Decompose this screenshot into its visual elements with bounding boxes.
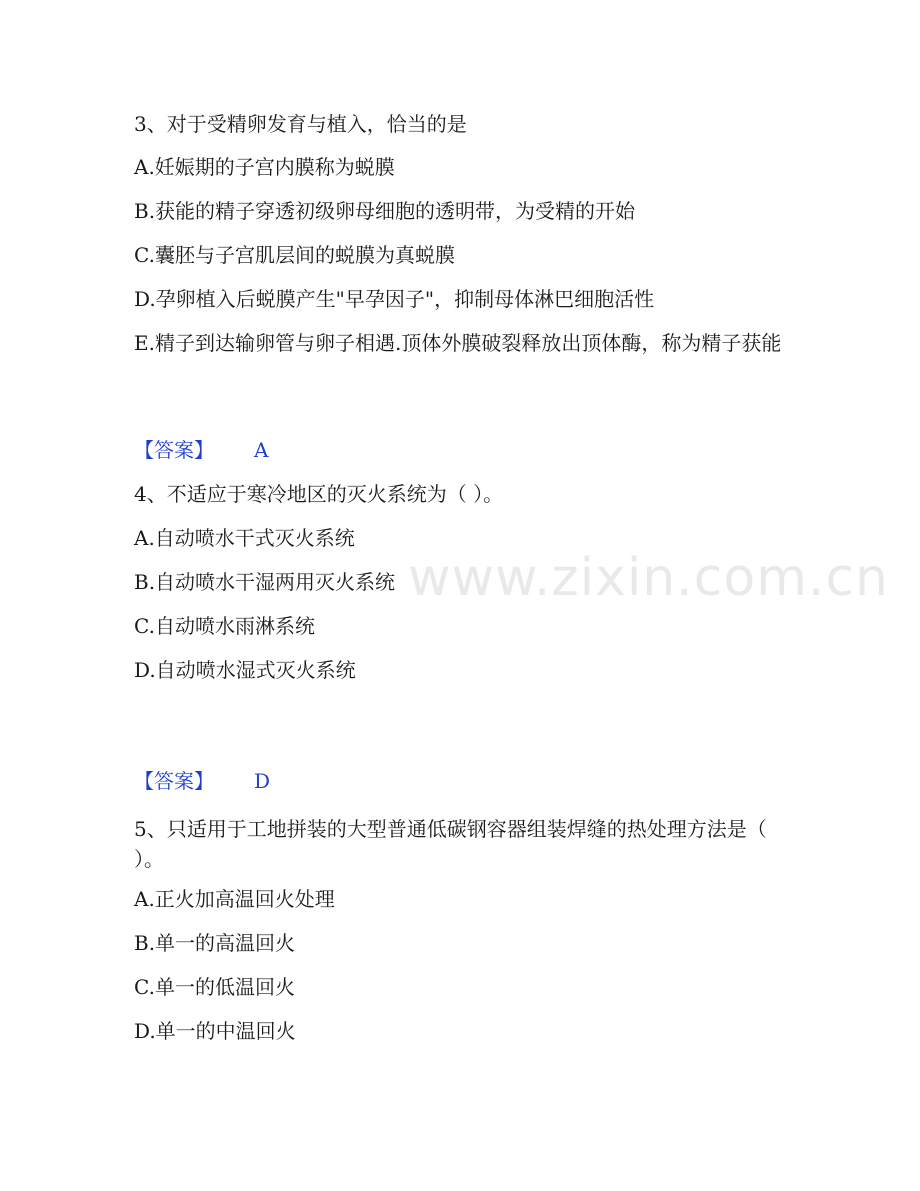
answer-label: 【答案】 <box>134 769 214 793</box>
question-4-option-c: C.自动喷水雨淋系统 <box>134 614 315 638</box>
question-3-option-a: A.妊娠期的子宫内膜称为蜕膜 <box>134 155 395 179</box>
answer-value: D <box>254 769 271 793</box>
question-5-option-c: C.单一的低温回火 <box>134 975 295 999</box>
question-4-option-a: A.自动喷水干式灭火系统 <box>134 526 355 550</box>
question-4-option-b: B.自动喷水干湿两用灭火系统 <box>134 570 396 594</box>
question-3-text: 3、对于受精卵发育与植入，恰当的是 <box>134 112 467 136</box>
answer-value: A <box>254 438 269 462</box>
question-4-text: 4、不适应于寒冷地区的灭火系统为（ ）。 <box>134 482 504 506</box>
question-3-answer <box>134 438 268 462</box>
watermark-text: www.zixin.com.cn <box>408 548 889 608</box>
question-3-option-e: E.精子到达输卵管与卵子相遇.顶体外膜破裂释放出顶体酶，称为精子获能 <box>134 331 782 355</box>
question-5-option-d: D.单一的中温回火 <box>134 1019 296 1043</box>
question-3-option-b: B.获能的精子穿透初级卵母细胞的透明带，为受精的开始 <box>134 199 636 223</box>
question-4-answer <box>134 769 270 793</box>
question-3-option-c: C.囊胚与子宫肌层间的蜕膜为真蜕膜 <box>134 243 455 267</box>
question-5-text: 5、只适用于工地拼装的大型普通低碳钢容器组装焊缝的热处理方法是（ ）。 <box>134 817 767 871</box>
answer-label: 【答案】 <box>134 438 214 462</box>
question-3-option-d: D.孕卵植入后蜕膜产生"早孕因子"，抑制母体淋巴细胞活性 <box>134 287 655 311</box>
question-4-option-d: D.自动喷水湿式灭火系统 <box>134 658 356 682</box>
question-5-option-b: B.单一的高温回火 <box>134 931 296 955</box>
question-5-option-a: A.正火加高温回火处理 <box>134 887 335 911</box>
